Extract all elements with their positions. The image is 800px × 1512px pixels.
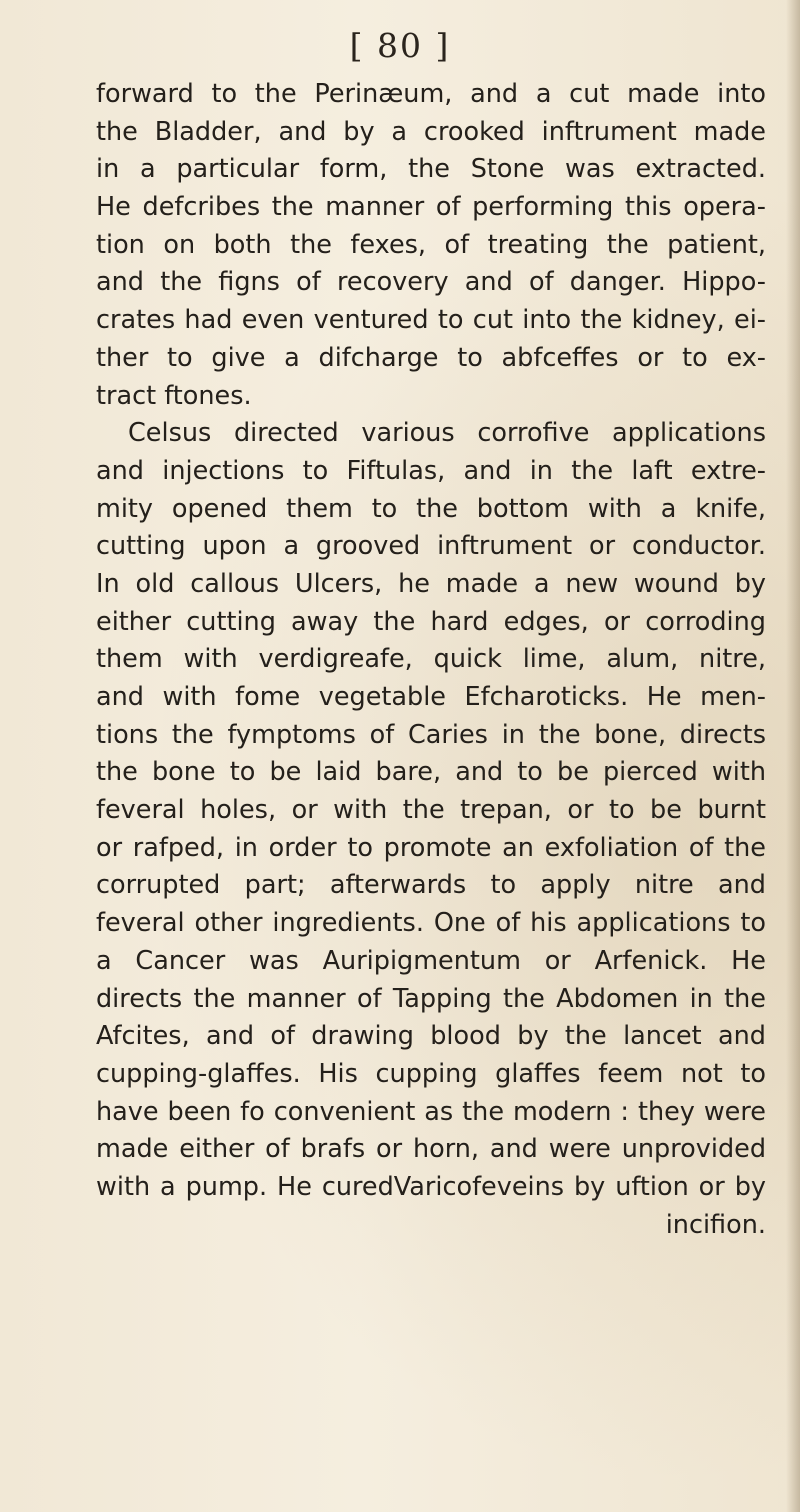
text-line: the Bladder, and by a crooked inftrument made bbox=[96, 116, 766, 147]
text-line: with a pump. He curedVaricofeveins by uftion or by bbox=[96, 1171, 766, 1202]
page-edge-shadow bbox=[786, 0, 800, 1512]
text-line: and the figns of recovery and of danger. Hippo- bbox=[96, 267, 766, 298]
text-line: in a particular form, the Stone was extracted. bbox=[96, 154, 766, 185]
text-line: Afcites, and of drawing blood by the lancet and bbox=[96, 1021, 766, 1052]
text-line-final: incifion. bbox=[665, 1209, 766, 1240]
paragraph-start-line: Celsus directed various corrofive applications bbox=[128, 418, 766, 449]
text-line: forward to the Perinæum, and a cut made into bbox=[96, 79, 766, 109]
text-line: made either of brafs or horn, and were unprovided bbox=[96, 1134, 766, 1165]
text-line: and with fome vegetable Efcharoticks. He men- bbox=[96, 682, 766, 712]
text-line: directs the manner of Tapping the Abdomen in the bbox=[96, 983, 766, 1014]
text-line: tract ftones. bbox=[96, 380, 252, 411]
text-line: ther to give a difcharge to abfceffes or to ex- bbox=[96, 342, 766, 373]
text-line: the bone to be laid bare, and to be pierced with bbox=[96, 757, 766, 788]
page-number: [ 80 ] bbox=[349, 26, 451, 65]
text-line: or rafped, in order to promote an exfoliation of the bbox=[96, 832, 766, 863]
text-line: feveral holes, or with the trepan, or to be burnt bbox=[96, 795, 766, 826]
text-line: mity opened them to the bottom with a knife, bbox=[96, 493, 766, 524]
text-line: them with verdigreafe, quick lime, alum, nitre, bbox=[96, 644, 766, 675]
text-line: either cutting away the hard edges, or corroding bbox=[96, 606, 766, 637]
text-line: cupping-glaffes. His cupping glaffes feem not to bbox=[96, 1058, 766, 1089]
text-line: He defcribes the manner of performing this opera- bbox=[96, 192, 766, 223]
text-line: tions the fymptoms of Caries in the bone, directs bbox=[96, 719, 766, 750]
body-text bbox=[96, 76, 766, 1244]
text-line: tion on both the fexes, of treating the patient, bbox=[96, 229, 766, 260]
text-line: crates had even ventured to cut into the kidney, ei- bbox=[96, 305, 766, 336]
text-line: cutting upon a grooved inftrument or conductor. bbox=[96, 531, 766, 562]
text-line: corrupted part; afterwards to apply nitre and bbox=[96, 870, 766, 901]
text-line: have been fo convenient as the modern : they were bbox=[96, 1096, 766, 1127]
text-line: feveral other ingredients. One of his applications to bbox=[96, 908, 766, 939]
text-line: In old callous Ulcers, he made a new wound by bbox=[96, 568, 766, 599]
text-line: and injections to Fiftulas, and in the laft extre- bbox=[96, 455, 766, 486]
text-line: a Cancer was Auripigmentum or Arfenick. He bbox=[96, 945, 766, 976]
